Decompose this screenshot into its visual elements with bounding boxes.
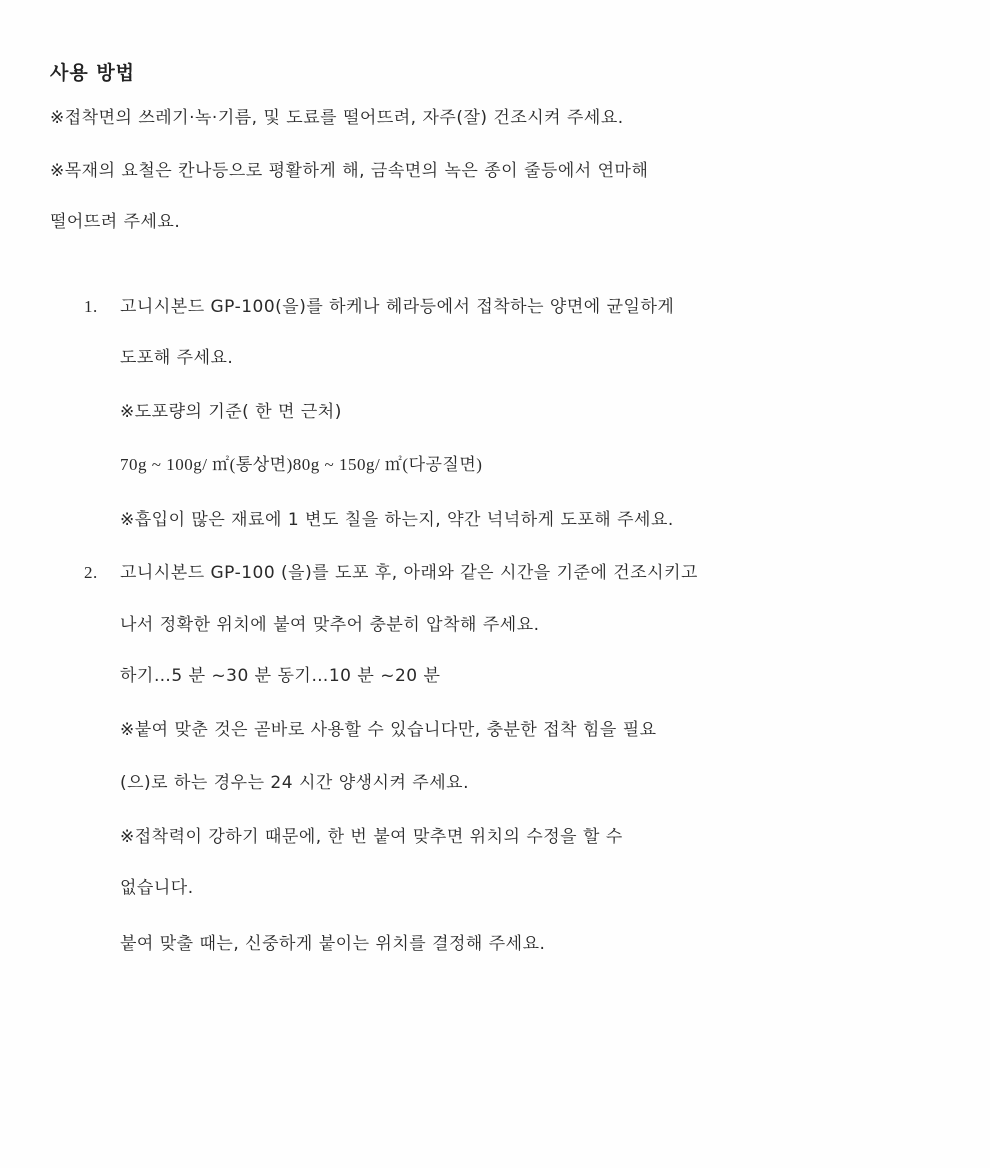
step-2-note-line-1: ※붙여 맞춘 것은 곧바로 사용할 수 있습니다만, 충분한 접착 힘을 필요 [120,720,657,740]
step-2-final-line: 붙여 맞출 때는, 신중하게 붙이는 위치를 결정해 주세요. [120,934,546,954]
step-2-note-line-3: ※접착력이 강하기 때문에, 한 번 붙여 맞추면 위치의 수정을 할 수 [120,827,623,847]
step-1-text-line-1: 고니시본드 GP-100(을)를 하케나 헤라등에서 접착하는 양면에 균일하게 [120,297,675,317]
step-2-note-line-4: 없습니다. [120,878,194,898]
step-2-first-line [84,562,698,584]
step-2-number: 2. [84,563,98,582]
step-1-number: 1. [84,297,98,316]
step-1-amount-line: 70g ~ 100g/ ㎡(통상면)80g ~ 150g/ ㎡(다공질면) [120,455,483,474]
step-1-note-line: ※흡입이 많은 재료에 1 변도 칠을 하는지, 약간 넉넉하게 도포해 주세요. [120,510,674,530]
step-2-text-line-1: 고니시본드 GP-100 (을)를 도포 후, 아래와 같은 시간을 기준에 건조시키고 [120,563,698,583]
section-heading: 사용 방법 [50,62,136,84]
intro-line-3: 떨어뜨려 주세요. [50,212,181,232]
step-2-time-line: 하기…5 분 ~30 분 동기…10 분 ~20 분 [120,666,441,686]
step-2-text-line-2: 나서 정확한 위치에 붙여 맞추어 충분히 압착해 주세요. [120,615,540,635]
step-1-text-line-2: 도포해 주세요. [120,348,234,368]
step-1-first-line [84,296,674,318]
intro-line-2: ※목재의 요철은 칸나등으로 평활하게 해, 금속면의 녹은 종이 줄등에서 연마해 [50,161,649,181]
step-2-note-line-2: (으)로 하는 경우는 24 시간 양생시켜 주세요. [120,773,469,793]
step-1-note-heading: ※도포량의 기준( 한 면 근처) [120,402,342,422]
intro-line-1: ※접착면의 쓰레기·녹·기름, 및 도료를 떨어뜨려, 자주(잘) 건조시켜 주세요. [50,108,624,128]
